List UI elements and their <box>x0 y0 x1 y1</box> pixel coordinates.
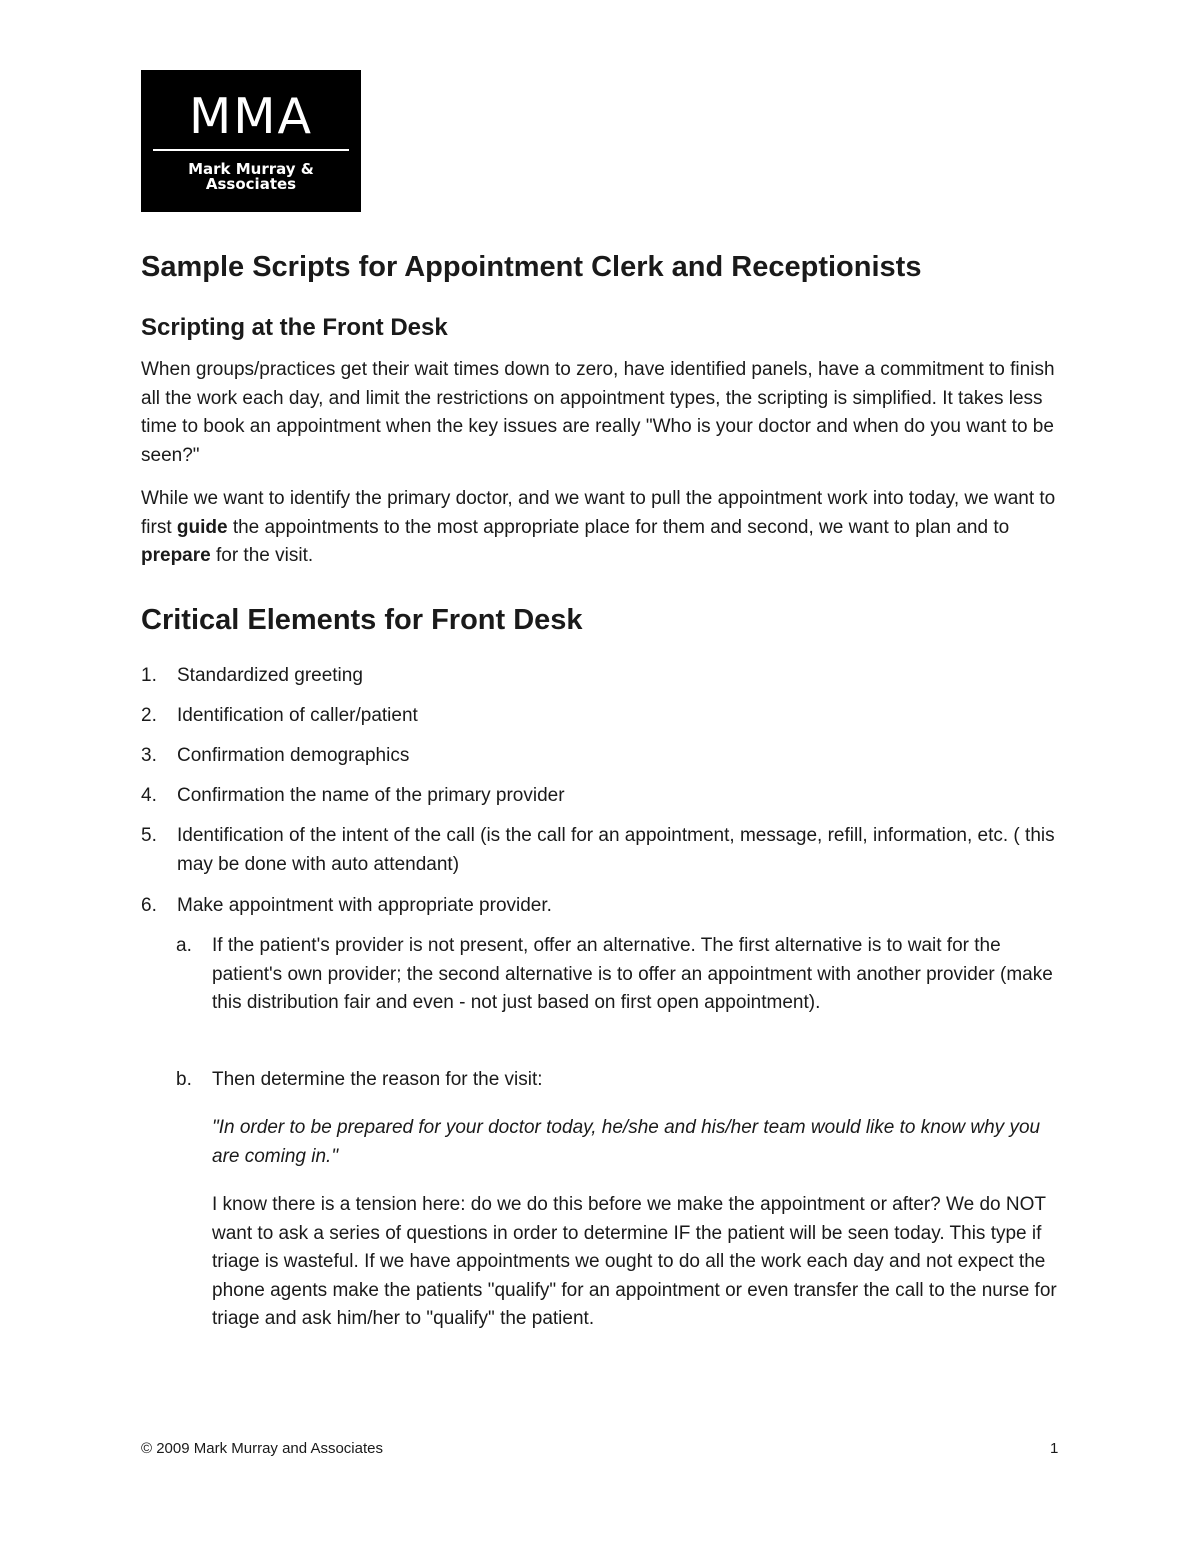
list-text: Confirmation the name of the primary provider <box>177 785 565 806</box>
logo-subtitle: Mark Murray & Associates <box>188 160 314 193</box>
list-text: Identification of caller/patient <box>177 705 418 726</box>
list-text: Standardized greeting <box>177 665 363 686</box>
logo-divider <box>153 149 349 151</box>
footer-copyright: © 2009 Mark Murray and Associates <box>141 1440 383 1457</box>
list-number: 2. <box>141 705 157 726</box>
footer-page-number: 1 <box>1050 1440 1059 1457</box>
list-item <box>141 702 1071 731</box>
list-item <box>141 892 1071 921</box>
list-item <box>141 662 1071 691</box>
list-text: Confirmation demographics <box>177 745 410 766</box>
list-number: 3. <box>141 745 157 766</box>
paragraph-tension: I know there is a tension here: do we do this before we make the appointment or after? We do NOT want to ask a series of questions in order to determine IF the patient will be seen today. This type if triage is wasteful. If we have appointments we ought to do all the work each day and not expect the phone agents make the patients "qualify" for an appointment or even transfer the call to the nurse for triage and ask him/her to "qualify" the patient. <box>212 1194 1057 1329</box>
bold-guide: guide <box>176 516 228 538</box>
paragraph-text: for the visit. <box>210 545 314 566</box>
list-number: 1. <box>141 665 157 686</box>
company-logo <box>141 70 361 212</box>
logo-mark: MMA <box>188 88 314 145</box>
list-item <box>141 742 1071 771</box>
section-heading-critical-elements: Critical Elements for Front Desk <box>141 604 583 636</box>
list-text: Make appointment with appropriate provider. <box>177 895 552 916</box>
script-quote: "In order to be prepared for your doctor today, he/she and his/her team would like to know why you are coming in." <box>212 1117 1041 1167</box>
sub-list-letter: b. <box>176 1069 192 1090</box>
section-heading-scripting: Scripting at the Front Desk <box>141 314 448 341</box>
list-text: Identification of the intent of the call (is the call for an appointment, message, refill, information, etc. ( this may be done with auto attendant) <box>177 825 1055 875</box>
list-item <box>141 822 1071 879</box>
document-title: Sample Scripts for Appointment Clerk and Receptionists <box>141 251 922 283</box>
list-number: 4. <box>141 785 157 806</box>
paragraph-text: While we want to identify the primary doctor, and we want to pull the appointment work into today, we want to first <box>141 488 1056 538</box>
list-number: 5. <box>141 825 157 846</box>
sub-list-letter: a. <box>176 935 192 956</box>
sub-list-text: Then determine the reason for the visit: <box>212 1069 543 1090</box>
sub-list-item <box>176 1066 1076 1095</box>
paragraph-intro: When groups/practices get their wait times down to zero, have identified panels, have a commitment to finish all the work each day, and limit the restrictions on appointment types, the scripting is simplified. It takes less time to book an appointment when the key issues are really "Who is your doctor and when do you want to be seen?" <box>141 359 1055 466</box>
sub-list-text: If the patient's provider is not present, offer an alternative. The first alternative is to wait for the patient's own provider; the second alternative is to offer an appointment with another provider (make this distribution fair and even - not just based on first open appointment). <box>212 935 1053 1013</box>
list-item <box>141 782 1071 811</box>
list-number: 6. <box>141 895 157 916</box>
paragraph-guide-prepare <box>141 485 1071 571</box>
bold-prepare: prepare <box>141 545 211 566</box>
sub-list-item <box>176 932 1076 1018</box>
paragraph-text: the appointments to the most appropriate place for them and second, we want to plan and to <box>227 516 1010 538</box>
